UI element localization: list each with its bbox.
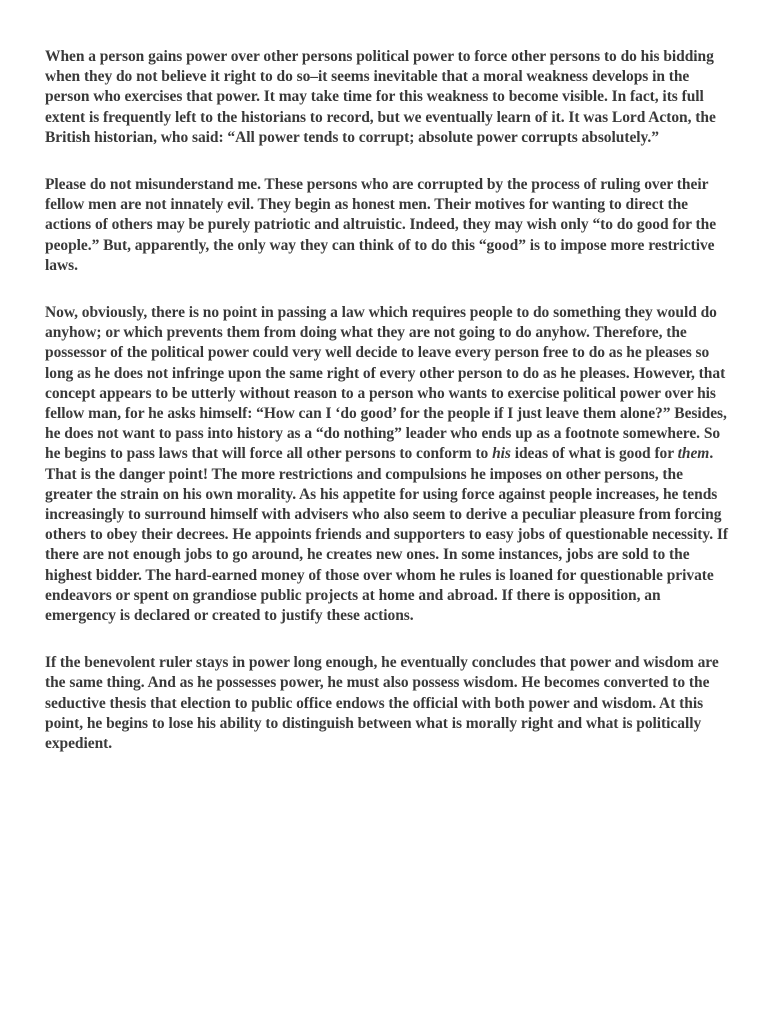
paragraph-3-part-2: ideas of what is good for (510, 445, 678, 463)
paragraph-3-part-1: Now, obviously, there is no point in passing a law which requires people to do something they would do anyhow; or which prevents them from doing what they are not going to do anyhow. Therefore, the possessor of the political power could very well decide to leave every person free to do as he pleases so long as he does not infringe upon the same right of every other person to do as he pleases. However, that concept appears to be utterly without reason to a person who wants to exercise political power over his fellow man, for he asks himself: “How can I ‘do good’ for the people if I just leave them alone?” Besides, he does not want to pass into history as a “do nothing” leader who ends up as a footnote somewhere. So he begins to pass laws that will force all other persons to conform to (45, 304, 727, 463)
emphasis-them: them (677, 445, 710, 463)
paragraph-2: Please do not misunderstand me. These persons who are corrupted by the process of ruling over their fellow men are not innately evil. They begin as honest men. Their motives for wanting to direct the actions of others may be purely patriotic and altruistic. Indeed, they may wish only “to do good for the people.” But, apparently, the only way they can think of to do this “good” is to impose more restrictive laws. (45, 176, 717, 274)
document-page (45, 47, 729, 754)
paragraph-1: When a person gains power over other persons political power to force other persons to do his bidding when they do not believe it right to do so–it seems inevitable that a moral weakness develops in the person who exercises that power. It may take time for this weakness to become visible. In fact, its full extent is frequently left to the historians to record, but we eventually learn of it. It was Lord Acton, the British historian, who said: “All power tends to corrupt; absolute power corrupts absolutely.” (45, 48, 716, 146)
emphasis-his: his (492, 445, 511, 463)
paragraph-3 (45, 303, 729, 626)
paragraph-4: If the benevolent ruler stays in power long enough, he eventually concludes that power and wisdom are the same thing. And as he possesses power, he must also possess wisdom. He becomes converted to the seductive thesis that election to public office endows the official with both power and wisdom. At this point, he begins to lose his ability to distinguish between what is morally right and what is politically expedient. (45, 654, 719, 753)
paragraph-3-part-3: . That is the danger point! The more restrictions and compulsions he imposes on other persons, the greater the strain on his own morality. As his appetite for using force against people increases, he tends increasingly to surround himself with advisers who also seem to derive a peculiar pleasure from forcing others to obey their decrees. He appoints friends and supporters to easy jobs of questionable necessity. If there are not enough jobs to go around, he creates new ones. In some instances, jobs are sold to the highest bidder. The hard-earned money of those over whom he rules is loaned for questionable private endeavors or spent on grandiose public projects at home and abroad. If there is opposition, an emergency is declared or created to justify these actions. (45, 445, 728, 625)
